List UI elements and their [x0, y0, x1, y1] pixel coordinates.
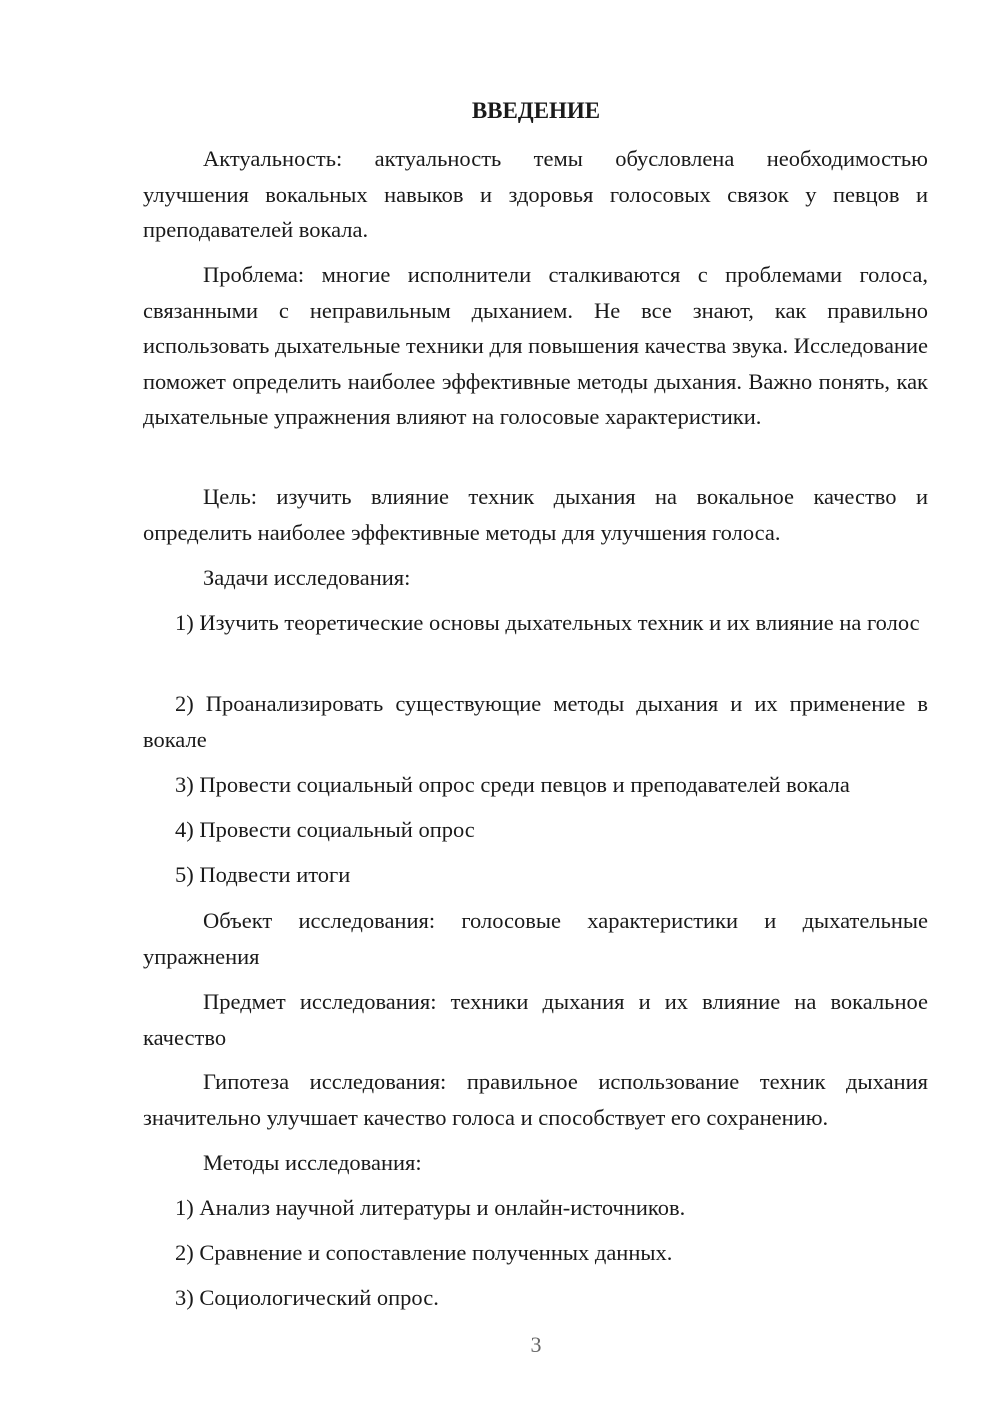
task-item-2: 2) Проанализировать существующие методы дыхания и их применение в вокале — [143, 691, 928, 752]
goal-paragraph: Цель: изучить влияние техник дыхания на вокальное качество и определить наиболее эффективные методы для улучшения голоса. — [143, 484, 928, 545]
page-number: 3 — [530, 1332, 542, 1357]
object-paragraph: Объект исследования: голосовые характеристики и дыхательные упражнения — [143, 908, 928, 969]
task-item-1: 1) Изучить теоретические основы дыхательных техник и их влияние на голос — [175, 610, 920, 635]
relevance-paragraph: Актуальность: актуальность темы обусловлена необходимостью улучшения вокальных навыков и здоровья голосовых связок у певцов и преподавателей вокала. — [143, 146, 928, 242]
method-item-1: 1) Анализ научной литературы и онлайн-источников. — [175, 1195, 686, 1220]
task-item-5: 5) Подвести итоги — [175, 862, 351, 887]
section-heading: ВВЕДЕНИЕ — [471, 98, 601, 123]
method-item-2: 2) Сравнение и сопоставление полученных данных. — [175, 1240, 673, 1265]
tasks-heading: Задачи исследования: — [203, 565, 411, 590]
problem-paragraph: Проблема: многие исполнители сталкиваются с проблемами голоса, связанными с неправильным дыханием. Не все знают, как правильно использовать дыхательные техники для повышения качества звука. Исследование поможет определить наиболее эффективные методы дыхания. Важно понять, как дыхательные упражнения влияют на голосовые характеристики. — [143, 262, 928, 429]
task-item-3: 3) Провести социальный опрос среди певцов и преподавателей вокала — [175, 772, 850, 797]
hypothesis-paragraph: Гипотеза исследования: правильное использование техник дыхания значительно улучшает качество голоса и способствует его сохранению. — [143, 1069, 928, 1130]
task-item-4: 4) Провести социальный опрос — [175, 817, 475, 842]
method-item-3: 3) Социологический опрос. — [175, 1285, 439, 1310]
methods-heading: Методы исследования: — [203, 1150, 422, 1175]
subject-paragraph: Предмет исследования: техники дыхания и их влияние на вокальное качество — [143, 989, 928, 1050]
